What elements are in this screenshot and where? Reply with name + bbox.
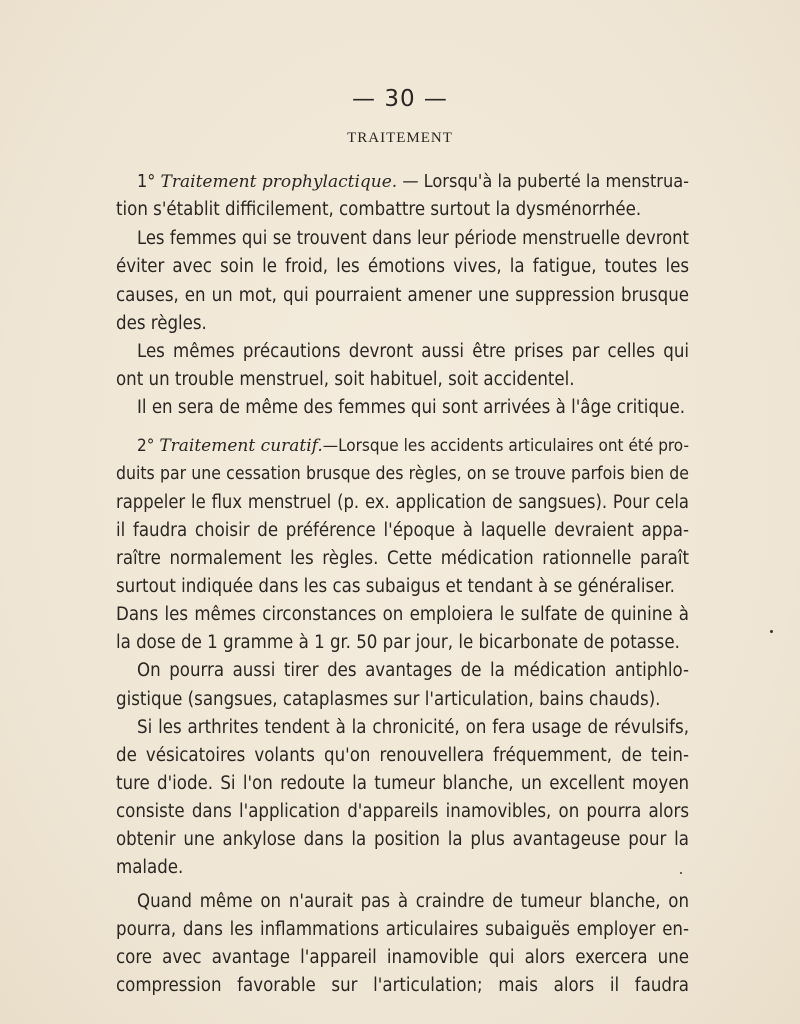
text-line-17: la dose de 1 gramme à 1 gr. 50 par jour, le bicarbonate de potasse. <box>116 632 680 653</box>
text-line-14: raître normalement les règles. Cette médication rationnelle paraît <box>116 548 689 569</box>
text-line-18: On pourra aussi tirer des avantages de la médication antiphlo- <box>137 660 689 681</box>
text-line-1 <box>137 170 689 194</box>
section-heading: TRAITEMENT <box>347 130 453 146</box>
text-line-3: Les femmes qui se trouvent dans leur période menstruelle devront <box>137 228 689 249</box>
text-line-26: Quand même on n'aurait pas à craindre de tumeur blanche, on <box>137 891 689 912</box>
text-line-10 <box>137 434 689 458</box>
page-number: — 30 — <box>352 86 448 112</box>
text-line-20: Si les arthrites tendent à la chronicité, on fera usage de révulsifs, <box>137 717 689 738</box>
text-line-5: causes, en un mot, qui pourraient amener une suppression brusque <box>116 285 689 306</box>
text-line-2: tion s'établit difficilement, combattre surtout la dysménorrhée. <box>116 199 642 220</box>
item-number-1: 1° <box>137 171 161 192</box>
text-line-7: Les mêmes précautions devront aussi être prises par celles qui <box>137 341 689 362</box>
text-line-4: éviter avec soin le froid, les émotions vives, la fatigue, toutes les <box>116 256 689 277</box>
text-line-28: core avec avantage l'appareil inamovible qui alors exercera une <box>116 947 689 968</box>
text-line-6: des règles. <box>116 313 207 334</box>
paper-speck <box>770 630 773 633</box>
subheading-curative: Traitement curatif. <box>159 436 323 456</box>
text-line-12: rappeler le flux menstruel (p. ex. application de sangsues). Pour cela <box>116 492 689 513</box>
item-number-2: 2° <box>137 436 160 456</box>
text-line-10-rest: —Lorsque les accidents articulaires ont été pro- <box>322 436 690 456</box>
paper-speck <box>680 872 682 874</box>
text-line-19: gistique (sangsues, cataplasmes sur l'articulation, bains chauds). <box>116 689 661 710</box>
text-line-15: surtout indiquée dans les cas subaigus et tendant à se généraliser. <box>116 576 675 597</box>
text-line-9: Il en sera de même des femmes qui sont arrivées à l'âge critique. <box>137 397 686 418</box>
text-line-25: malade. <box>116 857 184 878</box>
text-line-11: duits par une cessation brusque des règles, on se trouve parfois bien de <box>116 464 689 484</box>
text-line-22: ture d'iode. Si l'on redoute la tumeur blanche, un excellent moyen <box>116 773 689 794</box>
text-line-13: il faudra choisir de préférence l'époque à laquelle devraient appa- <box>116 520 689 541</box>
subheading-prophylactic: Traitement prophylactique. <box>160 172 398 192</box>
text-line-29: compression favorable sur l'articulation; mais alors il faudra <box>116 975 689 996</box>
text-line-24: obtenir une ankylose dans la position la plus avantageuse pour la <box>116 829 689 850</box>
text-line-8: ont un trouble menstruel, soit habituel, soit accidentel. <box>116 369 575 390</box>
text-line-23: consiste dans l'application d'appareils inamovibles, on pourra alors <box>116 801 689 822</box>
text-line-1-rest: — Lorsqu'à la puberté la menstrua- <box>397 171 689 192</box>
text-line-27: pourra, dans les inflammations articulaires subaiguës employer en- <box>116 919 689 940</box>
text-line-21: de vésicatoires volants qu'on renouvellera fréquemment, de tein- <box>116 745 689 766</box>
text-line-16: Dans les mêmes circonstances on emploiera le sulfate de quinine à <box>116 604 689 625</box>
